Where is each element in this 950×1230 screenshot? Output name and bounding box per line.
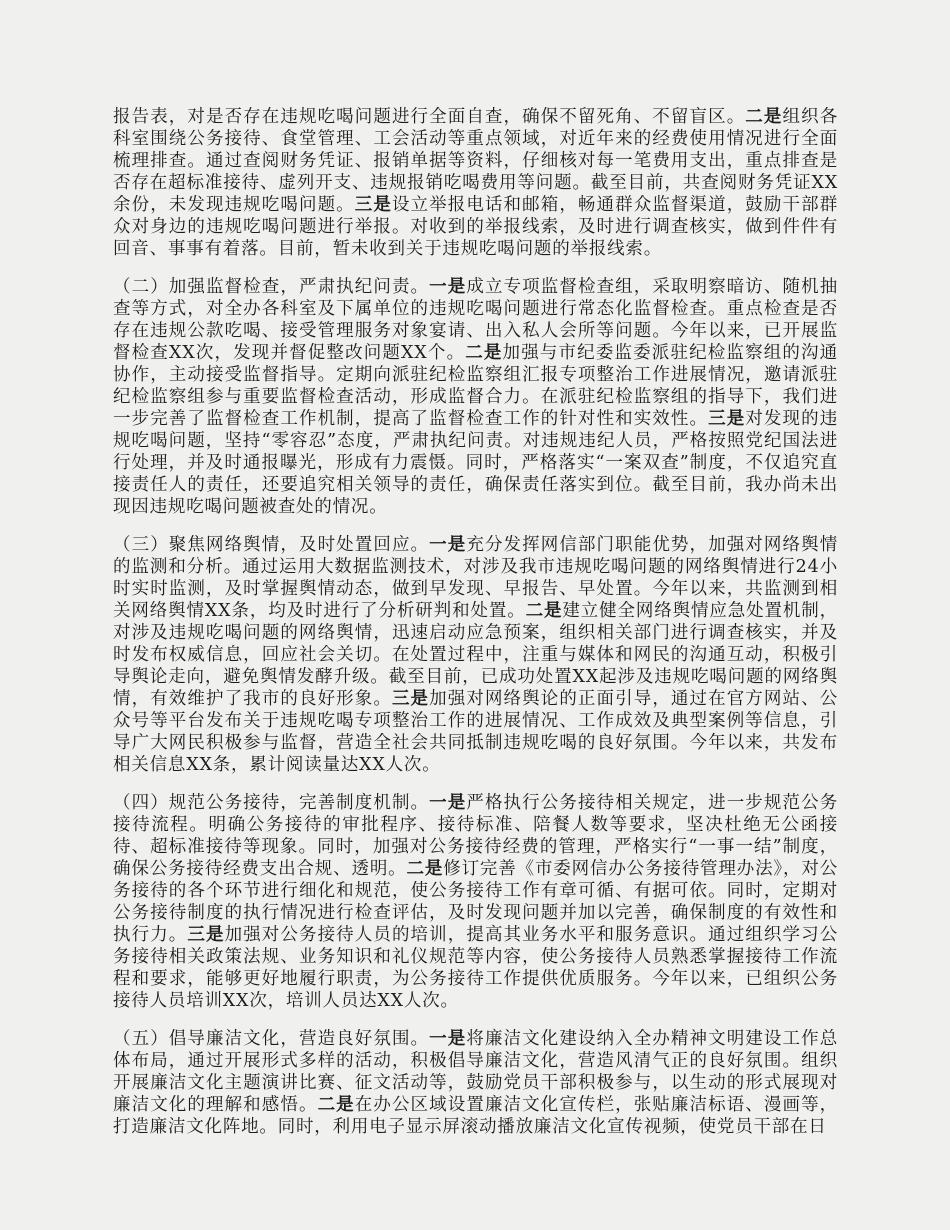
body-text: 加强对网络舆论的正面引导，通过在官方网站、公众号等平台发布关于违规吃喝专项整治工作的进展情况、工作成效及典型案例等信息，引导广大网民积极参与监督，营造全社会共同抵制违规吃喝的良好氛围。今年以来，共发布相关信息XX条，累计阅读量达XX人次。 [113, 689, 838, 775]
body-text: 报告表，对是否存在违规吃喝问题进行全面自查，确保不留死角、不留盲区。 [113, 107, 746, 127]
body-text: 成立专项监督检查组，采取明察暗访、随机抽查等方式，对全办各科室及下属单位的违规吃喝问题进行常态化监督检查。重点检查是否存在违规公款吃喝、接受管理服务对象宴请、出入私人会所等问题。今年以来，已开展监督检查XX次，发现并督促整改问题XX个。 [113, 277, 838, 363]
bold-marker-text: 一是 [429, 277, 467, 297]
body-text: 修订完善《市委网信办公务接待管理办法》，对公务接待的各个环节进行细化和规范，使公务接待工作有章可循、有据可依。同时，定期对公务接待制度的执行情况进行检查评估，及时发现问题并加以完善，确保制度的有效性和执行力。 [113, 859, 838, 945]
body-text: 对发现的违规吃喝问题，坚持“零容忍”态度，严肃执纪问责。对违规违纪人员，严格按照党纪国法进行处理，并及时通报曝光，形成有力震慑。同时，严格落实“一案双查”制度，不仅追究直接责任人的责任，还要追究相关领导的责任，确保责任落实到位。截至目前，我办尚未出现因违规吃喝问题被查处的情况。 [113, 409, 838, 517]
bold-marker-text: 三是 [708, 409, 746, 429]
bold-marker-text: 二是 [465, 343, 503, 363]
body-text: （三）聚焦网络舆情，及时处置回应。 [113, 535, 430, 555]
body-text: 在办公区域设置廉洁文化宣传栏，张贴廉洁标语、漫画等，打造廉洁文化阵地。同时，利用电子显示屏滚动播放廉洁文化宣传视频，使党员干部在日 [113, 1095, 838, 1137]
paragraph [113, 1028, 838, 1138]
bold-marker-text: 二是 [525, 601, 563, 621]
body-text: （五）倡导廉洁文化，营造良好氛围。 [113, 1029, 430, 1049]
paragraph [113, 276, 838, 518]
bold-marker-text: 二是 [745, 107, 783, 127]
paragraph [113, 792, 838, 1012]
body-text: 加强与市纪委监委派驻纪检监察组的沟通协作，主动接受监督指导。定期向派驻纪检监察组汇报专项整治工作进展情况，邀请派驻纪检监察组参与重要监督检查活动，形成监督合力。在派驻纪检监察组的指导下，我们进一步完善了监督检查工作机制，提高了监督检查工作的针对性和实效性。 [113, 343, 838, 429]
bold-marker-text: 三是 [354, 195, 392, 215]
bold-marker-text: 三是 [391, 689, 430, 709]
bold-marker-text: 一是 [429, 793, 467, 813]
body-text: 建立健全网络舆情应急处置机制，对涉及违规吃喝问题的网络舆情，迅速启动应急预案，组织相关部门进行调查核实，并及时发布权威信息，回应社会关切。在处置过程中，注重与媒体和网民的沟通互动，积极引导舆论走向，避免舆情发酵升级。截至目前，已成功处置XX起涉及违规吃喝问题的网络舆情，有效维护了我市的良好形象。 [113, 601, 838, 709]
paragraph [113, 106, 838, 260]
bold-marker-text: 三是 [187, 925, 225, 945]
paragraph [113, 534, 838, 776]
bold-marker-text: 二是 [406, 859, 444, 879]
body-text: 充分发挥网信部门职能优势，加强对网络舆情的监测和分析。通过运用大数据监测技术，对涉及我市违规吃喝问题的网络舆情进行24小时实时监测，及时掌握舆情动态，做到早发现、早报告、早处置。今年以来，共监测到相关网络舆情XX条，均及时进行了分析研判和处置。 [113, 535, 838, 621]
body-text: 将廉洁文化建设纳入全办精神文明建设工作总体布局，通过开展形式多样的活动，积极倡导廉洁文化，营造风清气正的良好氛围。组织开展廉洁文化主题演讲比赛、征文活动等，鼓励党员干部积极参与，以生动的形式展现对廉洁文化的理解和感悟。 [113, 1029, 838, 1115]
body-text: 严格执行公务接待相关规定，进一步规范公务接待流程。明确公务接待的审批程序、接待标准、陪餐人数等要求，坚决杜绝无公函接待、超标准接待等现象。同时，加强对公务接待经费的管理，严格实行“一事一结”制度，确保公务接待经费支出合规、透明。 [113, 793, 838, 879]
bold-marker-text: 一是 [429, 535, 467, 555]
document-body [113, 106, 838, 1138]
bold-marker-text: 二是 [317, 1095, 355, 1115]
bold-marker-text: 一是 [429, 1029, 467, 1049]
body-text: （二）加强监督检查，严肃执纪问责。 [113, 277, 430, 297]
body-text: （四）规范公务接待，完善制度机制。 [113, 793, 430, 813]
body-text: 设立举报电话和邮箱，畅通群众监督渠道，鼓励干部群众对身边的违规吃喝问题进行举报。对收到的举报线索，及时进行调查核实，做到件件有回音、事事有着落。目前，暂未收到关于违规吃喝问题的举报线索。 [113, 195, 838, 259]
body-text: 组织各科室围绕公务接待、食堂管理、工会活动等重点领域，对近年来的经费使用情况进行全面梳理排查。通过查阅财务凭证、报销单据等资料，仔细核对每一笔费用支出，重点排查是否存在超标准接待、虚列开支、违规报销吃喝费用等问题。截至目前，共查阅财务凭证XX余份，未发现违规吃喝问题。 [113, 107, 838, 215]
body-text: 加强对公务接待人员的培训，提高其业务水平和服务意识。通过组织学习公务接待相关政策法规、业务知识和礼仪规范等内容，使公务接待人员熟悉掌握接待工作流程和要求，能够更好地履行职责，为公务接待工作提供优质服务。今年以来，已组织公务接待人员培训XX次，培训人员达XX人次。 [113, 925, 838, 1011]
